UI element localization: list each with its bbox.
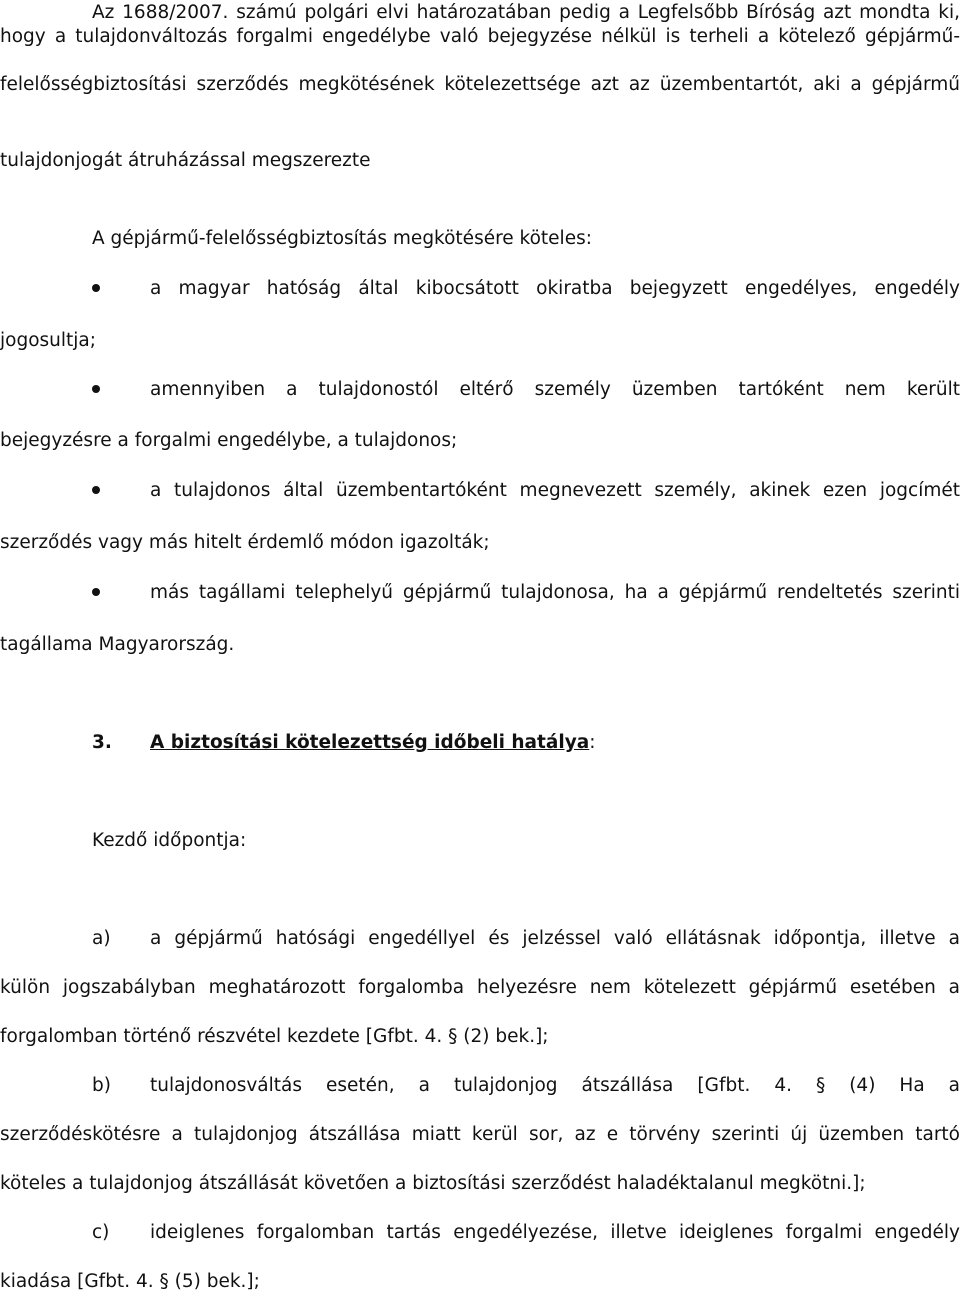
item-continuation: szerződéskötésre a tulajdonjog átszállása miatt kerül sor, az e törvény szerinti új üzemben tartó (0, 1124, 960, 1145)
item-text: ideiglenes forgalomban tartás engedélyezése, illetve ideiglenes forgalmi engedély (150, 1222, 960, 1243)
bullet-item-text: más tagállami telephelyű gépjármű tulajdonosa, ha a gépjármű rendeltetés szerinti (150, 582, 960, 603)
bullet-item-text: amennyiben a tulajdonostól eltérő személy üzemben tartóként nem került (150, 379, 960, 400)
subheading-start-time: Kezdő időpontja: (92, 830, 247, 851)
item-text: tulajdonosváltás esetén, a tulajdonjog átszállása [Gfbt. 4. § (4) Ha a (150, 1075, 960, 1096)
section-title: A biztosítási kötelezettség időbeli hatálya (150, 732, 590, 753)
item-continuation: forgalomban történő részvétel kezdete [Gfbt. 4. § (2) bek.]; (0, 1026, 549, 1047)
bullet-item-continuation: tagállama Magyarország. (0, 634, 235, 655)
intro-text: A gépjármű-felelősségbiztosítás megkötésére köteles: (92, 228, 592, 249)
bullet-item-text: a magyar hatóság által kibocsátott okiratba bejegyzett engedélyes, engedély (150, 278, 960, 299)
item-label: b) (92, 1075, 111, 1096)
paragraph-line: tulajdonjogát átruházással megszerezte (0, 150, 371, 171)
bullet-item-text: a tulajdonos által üzembentartóként megnevezett személy, akinek ezen jogcímét (150, 480, 960, 501)
bullet-icon (92, 588, 100, 596)
item-continuation: kiadása [Gfbt. 4. § (5) bek.]; (0, 1271, 260, 1292)
paragraph-line: felelősségbiztosítási szerződés megkötésének kötelezettsége azt az üzembentartót, aki a gépjármű (0, 74, 960, 95)
item-text: a gépjármű hatósági engedéllyel és jelzéssel való ellátásnak időpontja, illetve a (150, 928, 960, 949)
paragraph-line: Az 1688/2007. számú polgári elvi határozatában pedig a Legfelsőbb Bíróság azt mondta ki, (92, 2, 960, 23)
section-title-wrapper (150, 730, 595, 756)
bullet-icon (92, 385, 100, 393)
bullet-item-continuation: jogosultja; (0, 330, 96, 351)
bullet-icon (92, 486, 100, 494)
paragraph-line: hogy a tulajdonváltozás forgalmi engedélybe való bejegyzése nélkül is terheli a kötelező gépjármű- (0, 26, 960, 47)
item-label: a) (92, 928, 111, 949)
section-title-colon: : (589, 732, 596, 753)
bullet-item-continuation: szerződés vagy más hitelt érdemlő módon igazolták; (0, 532, 490, 553)
item-label: c) (92, 1222, 110, 1243)
section-number: 3. (92, 732, 112, 753)
bullet-item-continuation: bejegyzésre a forgalmi engedélybe, a tulajdonos; (0, 430, 458, 451)
item-continuation: köteles a tulajdonjog átszállását követően a biztosítási szerződést haladéktalanul megkötni.]; (0, 1173, 866, 1194)
item-continuation: külön jogszabályban meghatározott forgalomba helyezésre nem kötelezett gépjármű esetében a (0, 977, 960, 998)
bullet-icon (92, 284, 100, 292)
